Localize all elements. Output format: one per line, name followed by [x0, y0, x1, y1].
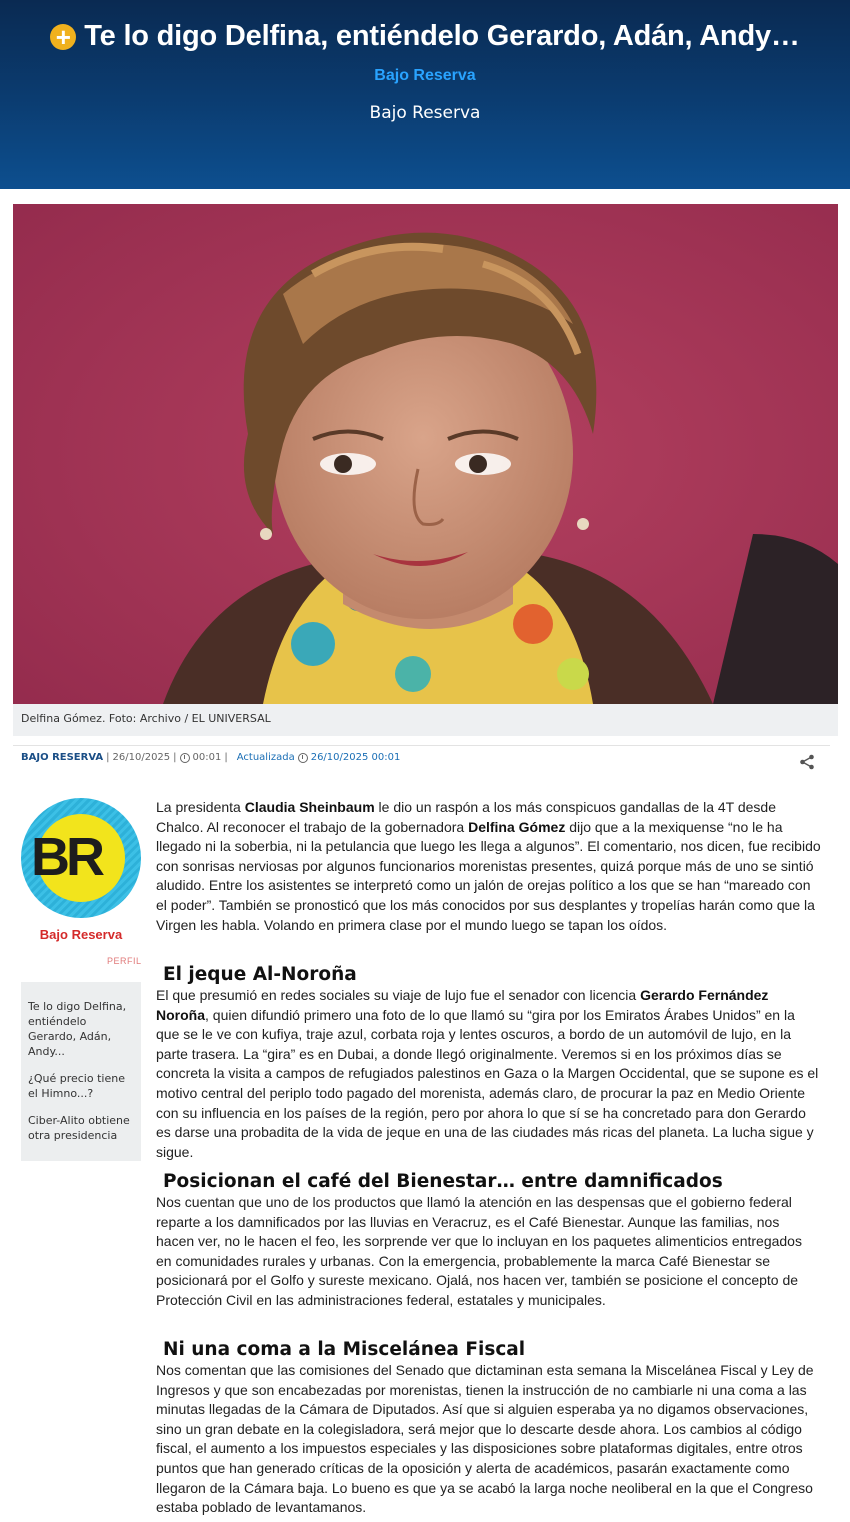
section-heading: Ni una coma a la Miscelánea Fiscal [163, 1339, 526, 1360]
share-icon[interactable] [799, 754, 815, 770]
updated-timestamp: 26/10/2025 00:01 [310, 752, 401, 763]
article-meta-bar [13, 745, 830, 775]
text: le dio un raspón a los más conspicuos gandallas de la 4T desde Chalco. Al reconocer el trabajo de la gobernadora [156, 799, 776, 835]
person-name: Delfina Gómez [468, 818, 566, 835]
person-name: Claudia Sheinbaum [244, 799, 375, 815]
updated-label: Actualizada [236, 752, 295, 763]
paragraph [156, 986, 821, 1162]
title-row [0, 20, 850, 53]
plus-circle-icon: + [50, 24, 76, 50]
section-heading: Posicionan el café del Bienestar… entre damnificados [163, 1171, 723, 1192]
meta-separator: | [173, 752, 177, 763]
section-heading: El jeque Al-Noroña [163, 964, 357, 985]
paragraph: Nos cuentan que uno de los productos que llamó la atención en las despensas que el gobierno federal reparte a los damnificados por las lluvias en Veracruz, es el Café Bienestar. Aunque las familias, nos hacen ver, no le hacen el feo, les sorprende ver que lo incluyan en los paquetes alimenticios entregados en comunidades rurales y urbanas. Con la emergencia, probablemente la marca Café Bienestar se posicionará por el Golfo y sureste mexicano. Ojalá, nos hacen ver, también se posicione el concepto de Protección Civil en las administraciones federal, estatales y municipales. [156, 1194, 802, 1308]
photo-caption: Delfina Gómez. Foto: Archivo / EL UNIVERSAL [21, 712, 271, 725]
section-link[interactable]: Bajo Reserva [374, 67, 476, 84]
meta-separator: | [224, 752, 228, 763]
author-line: Bajo Reserva [369, 103, 481, 123]
related-link[interactable]: Ciber-Alito obtiene otra presidencia [28, 1114, 130, 1142]
text: La presidenta [156, 799, 245, 815]
page-title: Te lo digo Delfina, entiéndelo Gerardo, Adán, Andy… [84, 20, 800, 52]
related-articles [21, 982, 141, 1161]
meta-date: 26/10/2025 [112, 752, 171, 763]
profile-link[interactable]: PERFIL [107, 956, 142, 966]
paragraph [156, 798, 821, 935]
author-sidebar [21, 798, 142, 1142]
text: dijo que a la mexiquense “no le ha llegado ni la soberbia, ni la petulancia que luego les llega a algunos”. El comentario, nos dicen, fue recibido con sonrisas nerviosas por algunos funcionarios morenistas presentes, quizá porque más de uno se sintió aludido. Entre los asistentes se interpretó como un jalón de orejas político a los que se han “mareado con el poder”. También se pronosticó que los más conocidos por sus desplantes y tropelías harán como que la Virgen les habla. Volando en primera clase por el mundo luego se tapan los oídos. [156, 818, 821, 933]
main-photo [13, 204, 838, 704]
text: El que presumió en redes sociales su viaje de lujo fue el senador con licencia [156, 987, 641, 1003]
clock-icon [180, 753, 190, 763]
meta-time: 00:01 [192, 752, 222, 763]
related-link[interactable]: ¿Qué precio tiene el Himno...? [28, 1072, 125, 1100]
meta-section-link[interactable]: BAJO RESERVA [21, 752, 104, 763]
main-photo-figure [13, 204, 838, 736]
meta-line [21, 752, 400, 763]
person-name: Gerardo Fernández Noroña [156, 987, 769, 1023]
logo-text: BR [31, 827, 101, 887]
text: , quien difundió primero una foto de lo que llamó su “gira por los Emiratos Árabes Unidos” en la que se le ve con kufiya, traje azul, corbata roja y lentes oscuros, a bordo de un automóvil de lujo, en la parte trasera. La “gira” es en Dubai, a donde llegó originalmente. Veremos si en los próximos días se concreta la visita a campos de refugiados palestinos en Gaza o la Margen Occidental, que se supone es el motivo central del periplo todo pagado del morenista, además claro, de procurar la paz en Medio Oriente con su influencia en los países de la región, pero por ahora lo que sí se ha concretado para don Gerardo es darse una probadita de la vida de jeque en una de las ciudades más ricas del planeta. La lucha sigue y sigue. [156, 1006, 819, 1160]
author-name[interactable]: Bajo Reserva [39, 927, 123, 942]
related-link[interactable]: Te lo digo Delfina, entiéndelo Gerardo, Adán, Andy... [28, 1000, 127, 1058]
paragraph: Nos comentan que las comisiones del Senado que dictaminan esta semana la Miscelánea Fiscal y Ley de Ingresos y que son encabezadas por morenistas, tienen la instrucción de no cambiarle ni una coma a las minutas llegadas de la Cámara de Diputados. Así que si alguien esperaba ya no digamos observaciones, sino un gran debate en la colegisladora, será mejor que lo descarte desde ahora. Los cambios al código fiscal, el aumento a los impuestos especiales y las disposiciones sobre plataformas digitales, entre otros puntos que han generado críticas de la oposición y alerta de académicos, pasarán exactamente como llegaron de la Cámara baja. Lo bueno es que ya se acabó la larga noche neoliberal en la que el Congreso estaba poblado de levantamanos. [156, 1362, 814, 1516]
portrait-illustration [13, 204, 838, 704]
author-logo[interactable] [21, 798, 141, 918]
meta-separator: | [106, 752, 110, 763]
article-header [0, 0, 850, 189]
clock-icon [298, 753, 308, 763]
